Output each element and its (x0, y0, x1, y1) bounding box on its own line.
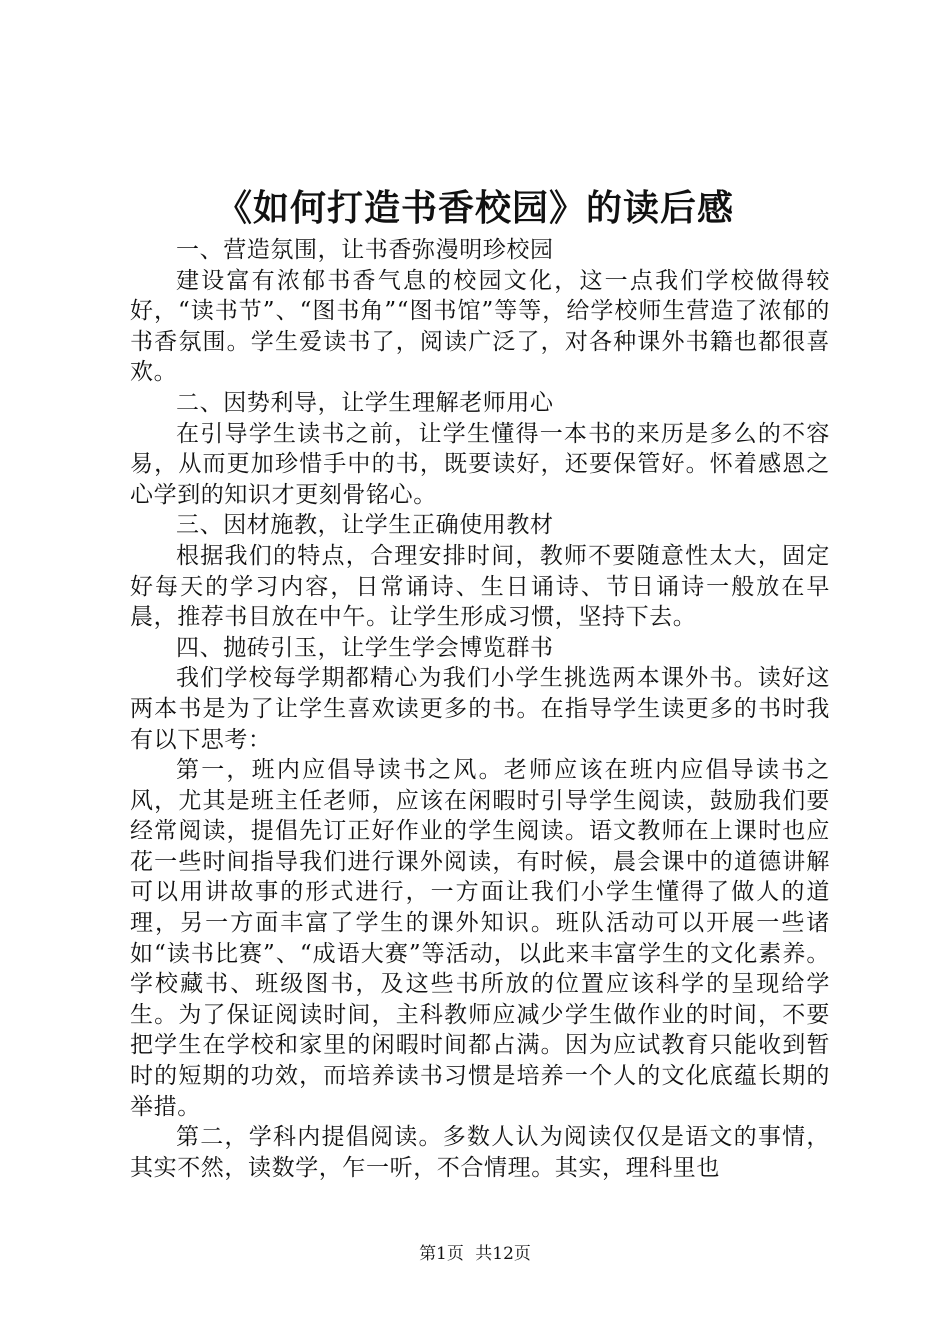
paragraph: 我们学校每学期都精心为我们小学生挑选两本课外书。读好这两本书是为了让学生喜欢读更多的书。在指导学生读更多的书时我有以下思考： (130, 665, 830, 753)
page-footer (0, 1242, 950, 1266)
document-title: 《如何打造书香校园》的读后感 (215, 187, 734, 229)
section-heading-3: 三、因材施教，让学生正确使用教材 (176, 512, 554, 539)
section-heading-1: 一、营造氛围，让书香弥漫明珍校园 (176, 237, 554, 263)
section-heading-4: 四、抛砖引玉，让学生学会博览群书 (176, 634, 554, 661)
paragraph: 第二，学科内提倡阅读。多数人认为阅读仅仅是语文的事情，其实不然，读数学，乍一听，不合情理。其实，理科里也 (130, 1124, 830, 1181)
page-number: 第1页 (419, 1244, 464, 1264)
page-total: 共12页 (475, 1244, 531, 1264)
paragraph: 建设富有浓郁书香气息的校园文化，这一点我们学校做得较好，“读书节”、“图书角”“图书馆”等等，给学校师生营造了浓郁的书香氛围。学生爱读书了，阅读广泛了，对各种课外书籍也都很喜欢。 (130, 267, 830, 386)
document-body (130, 235, 830, 1183)
paragraph: 在引导学生读书之前，让学生懂得一本书的来历是多么的不容易，从而更加珍惜手中的书，既要读好，还要保管好。怀着感恩之心学到的知识才更刻骨铭心。 (130, 420, 830, 508)
paragraph: 第一，班内应倡导读书之风。老师应该在班内应倡导读书之风，尤其是班主任老师，应该在闲暇时引导学生阅读，鼓励我们要经常阅读，提倡先订正好作业的学生阅读。语文教师在上课时也应花一些时间指导我们进行课外阅读，有时候，晨会课中的道德讲解可以用讲故事的形式进行，一方面让我们小学生懂得了做人的道理，另一方面丰富了学生的课外知识。班队活动可以开展一些诸如“读书比赛”、“成语大赛”等活动，以此来丰富学生的文化素养。学校藏书、班级图书，及这些书所放的位置应该科学的呈现给学生。为了保证阅读时间，主科教师应减少学生做作业的时间，不要把学生在学校和家里的闲暇时间都占满。因为应试教育只能收到暂时的短期的功效，而培养读书习惯是培养一个人的文化底蕴长期的举措。 (130, 757, 830, 1120)
paragraph: 根据我们的特点，合理安排时间，教师不要随意性太大，固定好每天的学习内容，日常诵诗、生日诵诗、节日诵诗一般放在早晨，推荐书目放在中午。让学生形成习惯，坚持下去。 (130, 542, 830, 631)
section-heading-2: 二、因势利导，让学生理解老师用心 (176, 389, 554, 416)
